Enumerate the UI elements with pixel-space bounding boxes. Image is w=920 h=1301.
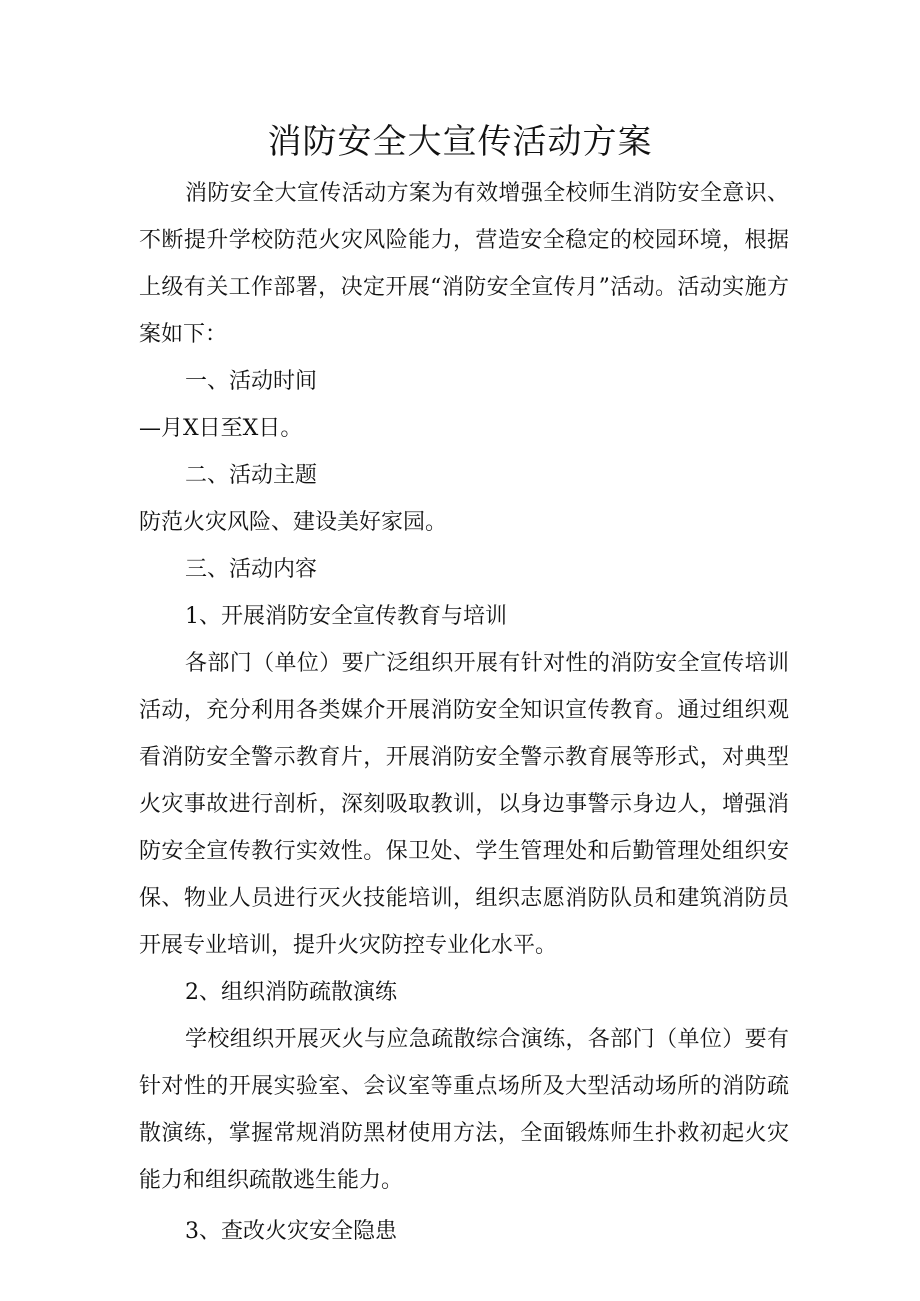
section-heading-content: 三、活动内容 (185, 557, 318, 582)
subheading-training: 1、开展消防安全宣传教育与培训 (185, 604, 507, 629)
subheading-hazards: 3、查改火灾安全隐患 (185, 1219, 397, 1244)
document-title: 消防安全大宣传活动方案 (267, 122, 653, 162)
theme-paragraph: 防范火灾风险、建设美好家园。 (139, 510, 448, 535)
time-paragraph: —月X日至X日。 (139, 416, 303, 441)
drill-paragraph: 学校组织开展灭火与应急疏散综合演练，各部门（单位）要有针对性的开展实验室、会议室等重点场所及大型活动场所的消防疏散演练，掌握常规消防黑材使用方法，全面锻炼师生扑救初起火灾能力和组织疏散逃生能力。 (139, 1027, 789, 1193)
document-body (139, 170, 789, 1255)
subheading-drill: 2、组织消防疏散演练 (185, 980, 397, 1005)
training-paragraph: 各部门（单位）要广泛组织开展有针对性的消防安全宣传培训活动，充分利用各类媒介开展消防安全知识宣传教育。通过组织观看消防安全警示教育片，开展消防安全警示教育展等形式，对典型火灾事故进行剖析，深刻吸取教训，以身边事警示身边人，增强消防安全宣传教行实效性。保卫处、学生管理处和后勤管理处组织安保、物业人员进行灭火技能培训，组织志愿消防队员和建筑消防员开展专业培训，提升火灾防控专业化水平。 (139, 651, 789, 958)
intro-paragraph: 消防安全大宣传活动方案为有效增强全校师生消防安全意识、不断提升学校防范火灾风险能力，营造安全稳定的校园环境，根据上级有关工作部署，决定开展“消防安全宣传月”活动。活动实施方案如下： (139, 181, 789, 347)
section-heading-time: 一、活动时间 (185, 369, 318, 394)
section-heading-theme: 二、活动主题 (185, 463, 318, 488)
